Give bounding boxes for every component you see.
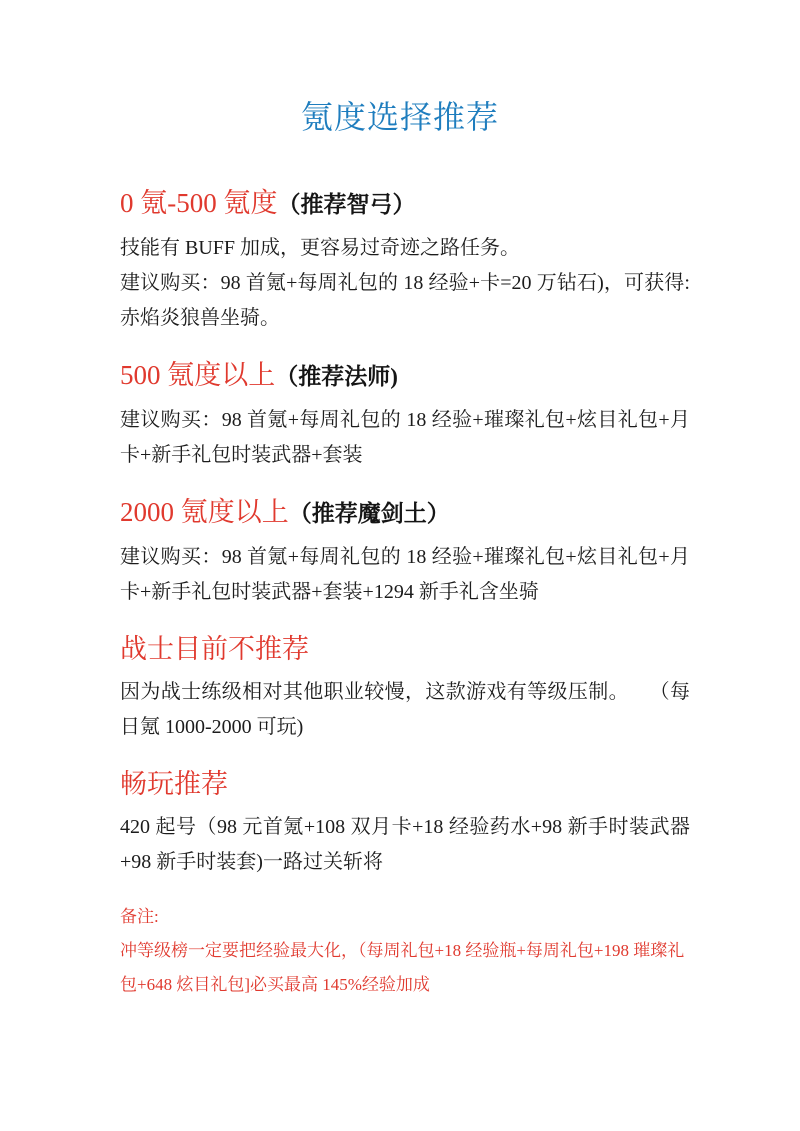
notes-block <box>120 900 690 1002</box>
notes-label: 备注: <box>120 907 159 926</box>
document-body <box>120 185 690 1002</box>
section-heading <box>120 631 690 667</box>
section-heading-class: （推荐法师) <box>275 364 398 389</box>
section-heading <box>120 766 690 802</box>
section-casual-play <box>120 766 690 880</box>
section-tier-2000-plus <box>120 494 690 610</box>
section-heading-red: 战士目前不推荐 <box>120 634 309 664</box>
section-warrior-not-recommended <box>120 631 690 745</box>
body-paragraph: 420 起号（98 元首氪+108 双月卡+18 经验药水+98 新手时装武器+98 新手时装套)一路过关斩将 <box>120 816 690 873</box>
section-heading <box>120 494 690 532</box>
body-paragraph: 建议购买：98 首氪+每周礼包的 18 经验+璀璨礼包+炫目礼包+月卡+新手礼包时装武器+套装 <box>120 409 690 466</box>
page-title: 氪度选择推荐 <box>300 99 499 135</box>
section-heading-red: 畅玩推荐 <box>120 769 228 799</box>
body-paragraph: 技能有 BUFF 加成，更容易过奇迹之路任务。 <box>120 237 521 259</box>
section-tier-0-500 <box>120 185 690 336</box>
section-heading-red: 0 氪-500 氪度 <box>120 188 278 218</box>
section-heading-class: （推荐智弓） <box>277 192 416 217</box>
notes-text: 冲等级榜一定要把经验最大化，（每周礼包+18 经验瓶+每周礼包+198 璀璨礼包+648 炫目礼包]必买最高 145%经验加成 <box>120 941 685 994</box>
section-heading <box>120 357 690 395</box>
section-tier-500-plus <box>120 357 690 473</box>
section-heading <box>120 185 690 223</box>
section-heading-class: （推荐魔剑土） <box>288 501 450 526</box>
body-paragraph: 建议购买：98 首氪+每周礼包的 18 经验+卡=20 万钻石)，可获得:赤焰炎狼兽坐骑。 <box>120 272 690 329</box>
body-paragraph: 因为战士练级相对其他职业较慢，这款游戏有等级压制。 （每日氪 1000-2000 可玩) <box>120 681 690 738</box>
body-paragraph: 建议购买：98 首氪+每周礼包的 18 经验+璀璨礼包+炫目礼包+月卡+新手礼包时装武器+套装+1294 新手礼含坐骑 <box>120 546 690 603</box>
section-heading-red: 2000 氪度以上 <box>120 497 289 527</box>
section-heading-red: 500 氪度以上 <box>120 360 276 390</box>
